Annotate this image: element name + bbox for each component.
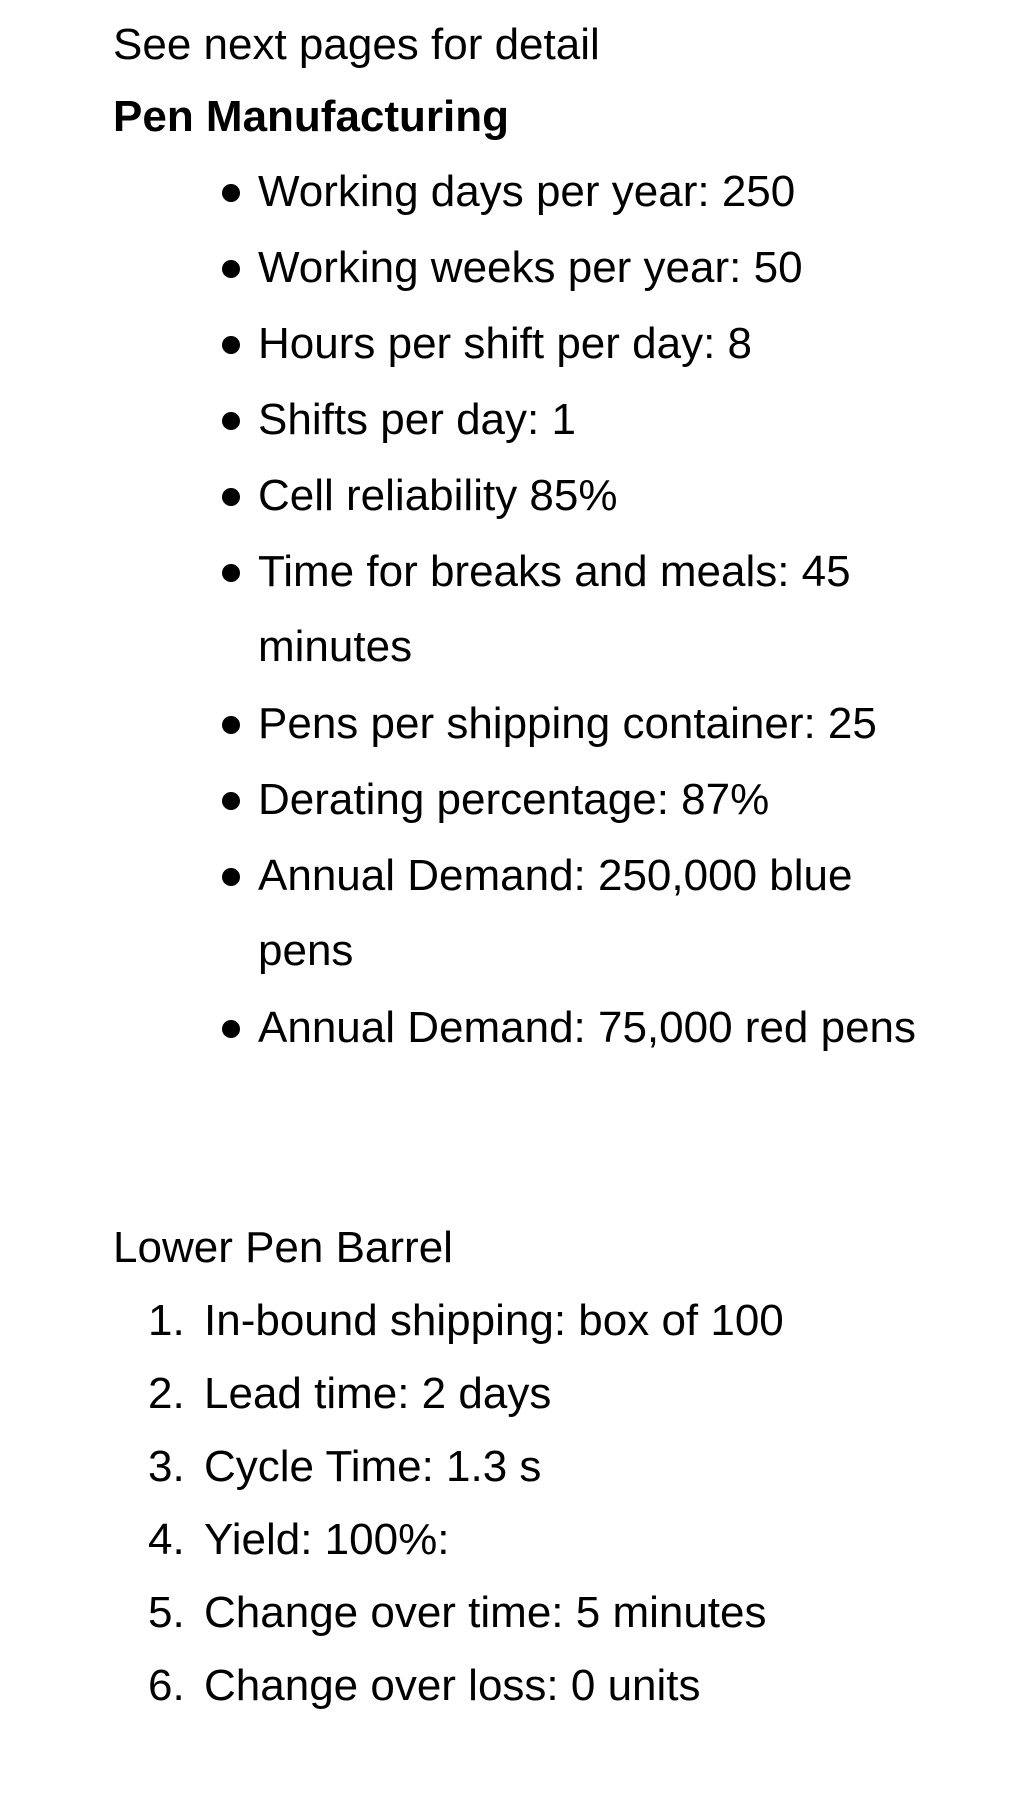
list-item-text: Hours per shift per day: 8 bbox=[258, 319, 753, 368]
list-number: 5. bbox=[148, 1588, 185, 1637]
list-item-text: Cell reliability 85% bbox=[258, 471, 618, 520]
list-item-text: Working days per year: 250 bbox=[258, 167, 796, 216]
list-item-text: Cycle Time: 1.3 s bbox=[204, 1442, 542, 1491]
bullet-icon bbox=[222, 184, 240, 202]
list-item bbox=[148, 1438, 541, 1496]
list-item-text: Shifts per day: 1 bbox=[258, 395, 576, 444]
list-number: 2. bbox=[148, 1369, 185, 1418]
list-item-text: Time for breaks and meals: 45 minutes bbox=[258, 547, 851, 671]
bullet-icon bbox=[222, 716, 240, 734]
list-item-text: Derating percentage: 87% bbox=[258, 775, 770, 824]
bullet-icon bbox=[222, 792, 240, 810]
list-item-text: Change over time: 5 minutes bbox=[204, 1588, 767, 1637]
list-item bbox=[222, 534, 922, 684]
list-item-text: Change over loss: 0 units bbox=[204, 1661, 701, 1710]
list-item bbox=[222, 686, 982, 761]
section-title: Lower Pen Barrel bbox=[113, 1223, 453, 1272]
list-item bbox=[222, 990, 982, 1065]
list-item bbox=[222, 306, 982, 381]
list-number: 1. bbox=[148, 1296, 185, 1345]
bullet-icon bbox=[222, 260, 240, 278]
list-item bbox=[148, 1511, 449, 1569]
list-item bbox=[148, 1584, 767, 1642]
list-item bbox=[148, 1657, 701, 1715]
list-number: 4. bbox=[148, 1515, 185, 1564]
list-item-text: Pens per shipping container: 25 bbox=[258, 699, 877, 748]
list-item-text: Working weeks per year: 50 bbox=[258, 243, 803, 292]
list-item-text: In-bound shipping: box of 100 bbox=[204, 1296, 784, 1345]
list-item bbox=[222, 382, 982, 457]
list-number: 3. bbox=[148, 1442, 185, 1491]
bullet-icon bbox=[222, 868, 240, 886]
list-item-text: Yield: 100%: bbox=[204, 1515, 450, 1564]
list-item bbox=[148, 1292, 784, 1350]
bullet-icon bbox=[222, 488, 240, 506]
list-item bbox=[148, 1365, 551, 1423]
page-title: Pen Manufacturing bbox=[113, 92, 510, 141]
list-number: 6. bbox=[148, 1661, 185, 1710]
list-item-text: Lead time: 2 days bbox=[204, 1369, 552, 1418]
intro-text: See next pages for detail bbox=[113, 20, 600, 69]
bullet-icon bbox=[222, 564, 240, 582]
bullet-icon bbox=[222, 412, 240, 430]
list-item-text: Annual Demand: 250,000 blue pens bbox=[258, 851, 853, 975]
list-item bbox=[222, 458, 982, 533]
bullet-icon bbox=[222, 336, 240, 354]
list-item-text: Annual Demand: 75,000 red pens bbox=[258, 1003, 917, 1052]
bullet-icon bbox=[222, 1020, 240, 1038]
list-item bbox=[222, 838, 922, 988]
list-item bbox=[222, 230, 982, 305]
list-item bbox=[222, 154, 982, 229]
list-item bbox=[222, 762, 982, 837]
